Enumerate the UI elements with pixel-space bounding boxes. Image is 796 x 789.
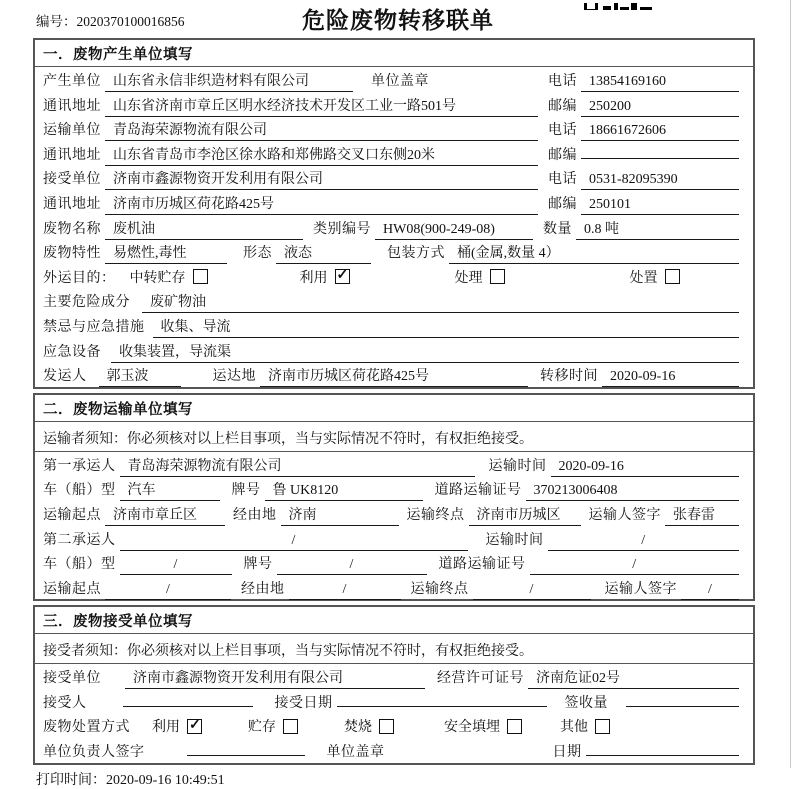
purpose-option-treat [455, 267, 505, 287]
sign2-label: 运输人签字 [604, 581, 677, 597]
sign-qty-value [626, 692, 739, 707]
purpose-option-transfer-storage-label: 中转贮存 [129, 270, 186, 286]
purpose-option-use [300, 267, 350, 287]
purpose-option-treat-label: 处理 [454, 270, 483, 286]
origin2-label: 运输起点 [43, 581, 101, 597]
receiver-notice-text: 接受者须知：你必须核对以上栏目事项，当与实际情况不符时，有权拒绝接受。 [43, 644, 533, 660]
chief-sign-value [187, 741, 305, 756]
form-label: 形态 [243, 246, 272, 262]
qty-label: 数量 [543, 221, 572, 237]
time2-label: 运输时间 [485, 532, 544, 548]
vehicle1-value: 汽车 [120, 479, 220, 501]
carrier1-label: 第一承运人 [43, 458, 116, 474]
equip-label: 应急设备 [43, 344, 101, 360]
disposal-option-storage [248, 716, 298, 736]
waste-name-label: 废物名称 [43, 221, 101, 237]
row-receiver-address [35, 190, 753, 215]
accept-unit-value: 济南市鑫源物资开发利用有限公司 [125, 667, 425, 689]
taboo-value: 收集、导流 [153, 316, 740, 338]
form-value: 液态 [276, 242, 371, 264]
phone1-value: 13854169160 [581, 74, 739, 92]
plate2-value: / [277, 557, 427, 575]
row-carrier2 [35, 526, 753, 551]
category-value: HW08(900-249-08) [375, 222, 533, 240]
phone2-label: 电话 [548, 123, 577, 139]
scan-edge-line [790, 0, 791, 768]
plate1-label: 牌号 [231, 483, 261, 499]
sign1-label: 运输人签字 [588, 507, 661, 523]
license-value: 济南危证02号 [528, 667, 739, 689]
sign1-value: 张春雷 [665, 504, 739, 526]
time1-label: 运输时间 [488, 458, 547, 474]
checkbox-treat [490, 269, 505, 284]
traits-label: 废物特性 [43, 246, 101, 262]
row-transporter [35, 116, 753, 141]
plate1-value: 鲁 UK8120 [265, 479, 423, 501]
phone1-label: 电话 [548, 74, 577, 89]
dest-value: 济南市历城区荷花路425号 [260, 365, 528, 387]
producer-label: 产生单位 [43, 74, 101, 89]
hazard-value: 废矿物油 [142, 291, 739, 313]
row-carrier1 [35, 452, 753, 477]
row-producer-address [35, 92, 753, 117]
serial-value: 2020370100016856 [76, 14, 185, 29]
row-chief-signature [35, 738, 753, 763]
page-title: 危险废物转移联单 [302, 8, 494, 33]
addr3-value: 济南市历城区荷花路425号 [105, 193, 538, 215]
row-producer [35, 67, 753, 92]
end1-label: 运输终点 [406, 507, 465, 523]
zip3-label: 邮编 [548, 196, 577, 212]
vehicle2-value: / [120, 557, 232, 575]
row-waste-name [35, 215, 753, 240]
road-no2-value: / [530, 557, 740, 575]
transporter-notice-text: 运输者须知：你必须核对以上栏目事项，当与实际情况不符时，有权拒绝接受。 [43, 431, 533, 447]
print-time [36, 769, 796, 789]
origin1-label: 运输起点 [43, 507, 101, 523]
equip-value: 收集装置，导流渠 [111, 341, 739, 363]
carrier2-label: 第二承运人 [43, 532, 116, 548]
accept-date-value [337, 692, 547, 707]
checkbox-dispose [665, 269, 680, 284]
addr2-label: 通讯地址 [43, 147, 101, 163]
row-receiver [35, 165, 753, 190]
purpose-option-dispose-label: 处置 [629, 270, 658, 286]
zip1-label: 邮编 [548, 98, 577, 114]
unit-seal-label: 单位盖章 [326, 745, 385, 761]
transfer-date-value: 2020-09-16 [602, 369, 739, 387]
purpose-option-dispose [630, 267, 680, 287]
section1-title: 一．废物产生单位填写 [35, 40, 753, 67]
end1-value: 济南市历城区 [469, 504, 581, 526]
end2-value: / [473, 582, 591, 600]
serial-label: 编号： [36, 14, 77, 29]
time2-value: / [548, 533, 740, 551]
zip1-value: 250200 [581, 99, 739, 117]
purpose-option-transfer-storage [130, 267, 208, 287]
purpose-option-use-label: 利用 [299, 270, 328, 286]
plate2-label: 牌号 [243, 557, 273, 573]
print-time-value: 2020-09-16 10:49:51 [106, 772, 225, 788]
transfer-date-label: 转移时间 [540, 369, 598, 385]
transporter-label: 运输单位 [43, 123, 101, 139]
checkbox-disposal-landfill [507, 719, 522, 734]
document-header [0, 0, 796, 38]
sign2-value: / [681, 582, 739, 600]
hazard-label: 主要危险成分 [43, 295, 130, 311]
checkbox-transfer-storage [193, 269, 208, 284]
license-label: 经营许可证号 [437, 671, 524, 687]
section3-title: 三．废物接受单位填写 [35, 607, 753, 634]
road-no2-label: 道路运输证号 [438, 557, 526, 573]
disposal-option-landfill-label: 安全填埋 [444, 720, 500, 736]
zip2-label: 邮编 [548, 147, 577, 163]
waste-name-value: 废机油 [105, 218, 303, 240]
vehicle1-label: 车（船）型 [43, 483, 116, 499]
phone2-value: 18661672606 [581, 123, 739, 141]
addr1-label: 通讯地址 [43, 98, 101, 114]
row-equipment [35, 338, 753, 363]
carrier1-value: 青岛海荣源物流有限公司 [120, 455, 475, 477]
checkbox-use [335, 269, 350, 284]
zip3-value: 250101 [581, 197, 739, 215]
qr-code-icon [584, 0, 654, 10]
carrier2-value: / [120, 533, 468, 551]
receiver-notice [35, 634, 753, 664]
road-no1-value: 370213006408 [526, 483, 740, 501]
section-receiver [33, 605, 755, 764]
acceptor-value [123, 692, 253, 707]
disposal-option-storage-label: 贮存 [248, 720, 276, 736]
row-disposal [35, 713, 753, 738]
taboo-label: 禁忌与应急措施 [43, 319, 145, 335]
zip2-value [581, 144, 739, 159]
row-waste-traits [35, 239, 753, 264]
addr1-value: 山东省济南市章丘区明水经济技术开发区工业一路501号 [105, 95, 538, 117]
section-transporter [33, 393, 755, 602]
row-shipper [35, 362, 753, 387]
section2-title: 二．废物运输单位填写 [35, 395, 753, 422]
section-producer [33, 38, 755, 389]
transporter-notice [35, 422, 753, 452]
via2-label: 经由地 [241, 581, 285, 597]
checkbox-disposal-use [187, 719, 202, 734]
category-label: 类别编号 [313, 221, 371, 237]
disposal-option-use-label: 利用 [152, 720, 180, 736]
row-vehicle2 [35, 550, 753, 575]
disposal-option-other-label: 其他 [560, 720, 588, 736]
origin2-value: / [105, 582, 231, 600]
acceptor-label: 接受人 [43, 695, 87, 711]
row-accept-unit [35, 664, 753, 689]
disposal-option-use [152, 716, 202, 736]
pack-label: 包装方式 [387, 246, 445, 262]
disposal-label: 废物处置方式 [43, 720, 130, 736]
phone3-label: 电话 [548, 172, 577, 188]
row-route1 [35, 501, 753, 526]
row-transporter-address [35, 141, 753, 166]
origin1-value: 济南市章丘区 [105, 504, 225, 526]
row-vehicle1 [35, 476, 753, 501]
disposal-option-incinerate [344, 716, 394, 736]
dest-label: 运达地 [212, 369, 256, 385]
qty-value: 0.8 吨 [576, 218, 739, 240]
via1-value: 济南 [281, 504, 399, 526]
row-hazard [35, 288, 753, 313]
producer-value: 山东省永信非织造材料有限公司 [105, 70, 353, 92]
seal-label: 单位盖章 [371, 74, 429, 89]
traits-value: 易燃性,毒性 [105, 242, 227, 264]
row-route2 [35, 575, 753, 600]
date-value [586, 741, 740, 756]
print-time-label: 打印时间： [36, 772, 106, 788]
disposal-option-incinerate-label: 焚烧 [344, 720, 372, 736]
row-taboo [35, 313, 753, 338]
shipper-value: 郭玉波 [99, 365, 181, 387]
time1-value: 2020-09-16 [551, 459, 740, 477]
row-purpose [35, 264, 753, 289]
transporter-value: 青岛海荣源物流有限公司 [105, 119, 538, 141]
checkbox-disposal-storage [283, 719, 298, 734]
date-label: 日期 [552, 745, 582, 761]
via2-value: / [289, 582, 401, 600]
disposal-option-landfill [444, 716, 522, 736]
via1-label: 经由地 [233, 507, 277, 523]
purpose-label: 外运目的： [43, 270, 116, 286]
receiver-label: 接受单位 [43, 172, 101, 188]
receiver-value: 济南市鑫源物资开发利用有限公司 [105, 168, 538, 190]
chief-sign-label: 单位负责人签字 [43, 745, 145, 761]
disposal-option-other [560, 716, 610, 736]
end2-label: 运输终点 [410, 581, 469, 597]
row-acceptor [35, 689, 753, 714]
pack-value: 桶(金属,数量 4） [449, 242, 739, 264]
phone3-value: 0531-82095390 [581, 172, 739, 190]
addr2-value: 山东省青岛市李沧区徐水路和郑佛路交叉口东侧20米 [105, 144, 538, 166]
vehicle2-label: 车（船）型 [43, 557, 116, 573]
checkbox-disposal-incinerate [379, 719, 394, 734]
accept-date-label: 接受日期 [274, 695, 333, 711]
sign-qty-label: 签收量 [564, 695, 608, 711]
checkbox-disposal-other [595, 719, 610, 734]
accept-unit-label: 接受单位 [43, 671, 101, 687]
addr3-label: 通讯地址 [43, 196, 101, 212]
shipper-label: 发运人 [43, 369, 87, 385]
road-no1-label: 道路运输证号 [434, 483, 522, 499]
